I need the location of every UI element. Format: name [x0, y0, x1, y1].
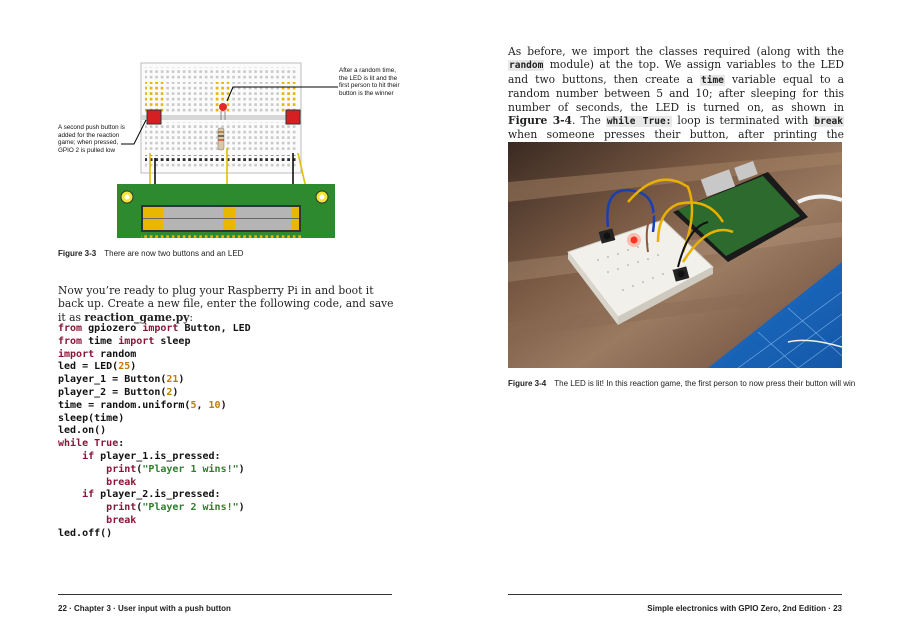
figure-3-3-caption [58, 249, 243, 258]
breadboard-photo [508, 142, 842, 368]
inline-code: random [509, 60, 544, 72]
figure-reference: Figure 3-4 [508, 114, 572, 128]
figure-caption-text: The LED is lit! In this reaction game, the first person to now press their button will win [554, 379, 856, 388]
led [219, 103, 227, 111]
footer-rule [508, 594, 842, 595]
right-footer: Simple electronics with GPIO Zero, 2nd Edition · 23 [647, 604, 842, 613]
inline-code: break [814, 116, 843, 128]
figure-label: Figure 3-3 [58, 249, 97, 258]
footer-rule [58, 594, 392, 595]
push-button-2 [286, 110, 300, 124]
explanation-paragraph: As before, we import the classes required (along with the random module) at the top. We assign variables to the LED and two buttons, then create a time variable equal to a random number between 5 and 10; after sleeping for this number of seconds, the LED is turned on, as shown in Figure 3-4. The while True: loop is terminated with break when someone presses their button, after printing the [508, 45, 844, 142]
left-footer: 22 · Chapter 3 · User input with a push button [58, 604, 231, 613]
figure-label: Figure 3-4 [508, 379, 547, 388]
resistor [218, 128, 224, 150]
annotation-led: After a random time, the LED is lit and the first person to hit their button is the winner [339, 67, 400, 97]
para-text: Now you’re ready to plug your Raspberry Pi in and boot it back up. Create a new file, enter the following code, and save it as [58, 284, 394, 324]
filename: reaction_game.py [84, 310, 190, 324]
annotation-button: A second push button is added for the reaction game; when pressed, GPIO 2 is pulled low [58, 124, 125, 154]
figure-caption-text: There are now two buttons and an LED [104, 249, 244, 258]
inline-code: while True: [606, 116, 672, 128]
push-button-1 [147, 110, 161, 124]
intro-paragraph [58, 284, 398, 324]
para-text: : [189, 310, 193, 324]
right-page [450, 0, 900, 638]
code-listing: from gpiozero import Button, LED from time import sleep import random led = LED(25) player_1 = Button(21) player_2 = Button(2) time = random.uniform(5, 10) sleep(time) led.on() while True: if player_1.is_pressed: print("Player 1 wins!") break if player_2.is_pressed: print("Player 2 wins!") break led.off() [58, 323, 251, 539]
figure-3-4-caption [508, 379, 855, 388]
inline-code: time [701, 74, 724, 86]
